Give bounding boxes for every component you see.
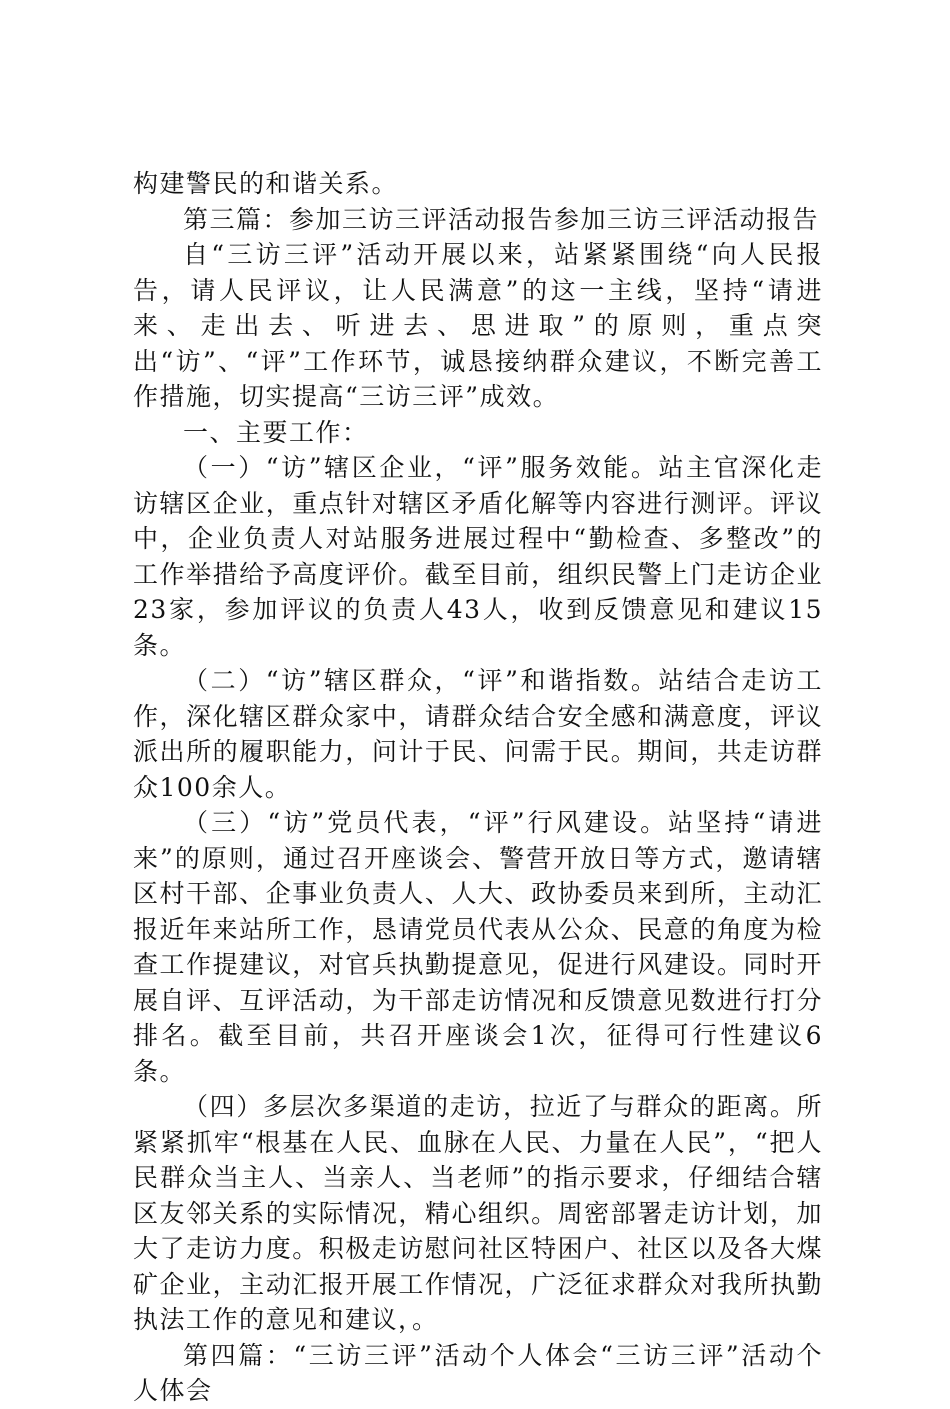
- subheading-main-work: 一、主要工作：: [183, 417, 369, 447]
- section-heading-part-four: 第四篇：“三访三评”活动个人体会“三访三评”活动个人体会: [133, 1340, 823, 1405]
- paragraph-intro: 自“三访三评”活动开展以来，站紧紧围绕“向人民报告，请人民评议，让人民满意”的这一主线，坚持“请进来、走出去、听进去、思进取”的原则，重点突出“访”、“评”工作环节，诚恳接纳群众建议，不断完善工作措施，切实提高“三访三评”成效。: [133, 240, 823, 411]
- paragraph-item-one: （一）“访”辖区企业，“评”服务效能。站主官深化走访辖区企业，重点针对辖区矛盾化解等内容进行测评。评议中，企业负责人对站服务进展过程中“勤检查、多整改”的工作举措给予高度评价。截至目前，组织民警上门走访企业23家，参加评议的负责人43人，收到反馈意见和建议15条。: [133, 453, 823, 660]
- document-body: [133, 166, 823, 1409]
- paragraph-closing-line: 构建警民的和谐关系。: [133, 169, 399, 198]
- paragraph-item-two: （二）“访”辖区群众，“评”和谐指数。站结合走访工作，深化辖区群众家中，请群众结合安全感和满意度，评议派出所的履职能力，问计于民、问需于民。期间，共走访群众100余人。: [133, 666, 823, 802]
- paragraph-item-four: （四）多层次多渠道的走访，拉近了与群众的距离。所紧紧抓牢“根基在人民、血脉在人民、力量在人民”，“把人民群众当主人、当亲人、当老师”的指示要求，仔细结合辖区友邻关系的实际情况，精心组织。周密部署走访计划，加大了走访力度。积极走访慰问社区特困户、社区以及各大煤矿企业，主动汇报开展工作情况，广泛征求群众对我所执勤执法工作的意见和建议，。: [133, 1092, 823, 1334]
- paragraph-item-three: （三）“访”党员代表，“评”行风建设。站坚持“请进来”的原则，通过召开座谈会、警营开放日等方式，邀请辖区村干部、企事业负责人、人大、政协委员来到所，主动汇报近年来站所工作，恳请党员代表从公众、民意的角度为检查工作提建议，对官兵执勤提意见，促进行风建设。同时开展自评、互评活动，为干部走访情况和反馈意见数进行打分排名。截至目前，共召开座谈会1次，征得可行性建议6条。: [133, 808, 823, 1086]
- section-heading-part-three: 第三篇：参加三访三评活动报告参加三访三评活动报告: [183, 204, 820, 234]
